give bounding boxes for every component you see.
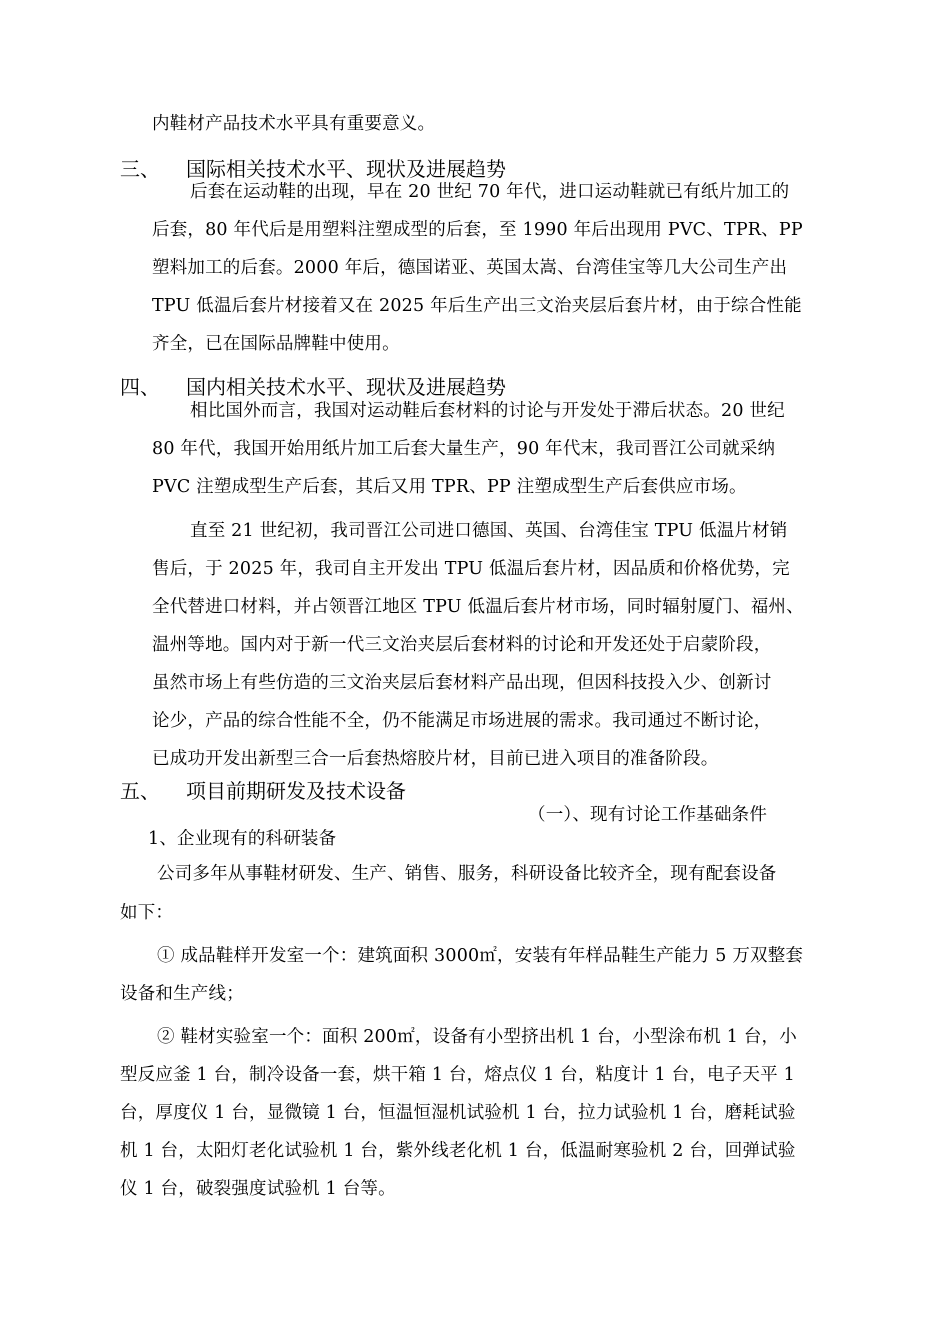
paragraph-line: 公司多年从事鞋材研发、生产、销售、服务，科研设备比较齐全，现有配套设备 — [157, 864, 777, 884]
paragraph-line: 论少，产品的综合性能不全，仍不能满足市场进展的需求。我司通过不断讨论， — [152, 711, 772, 731]
paragraph-line: 齐全，已在国际品牌鞋中使用。 — [152, 334, 400, 354]
paragraph-line: 塑料加工的后套。2000 年后，德国诺亚、英国太嵩、台湾佳宝等几大公司生产出 — [152, 258, 788, 278]
paragraph-line: 后套在运动鞋的出现，早在 20 世纪 70 年代，进口运动鞋就已有纸片加工的 — [190, 182, 790, 202]
paragraph-line: 虽然市场上有些仿造的三文治夹层后套材料产品出现，但因科技投入少、创新讨 — [152, 673, 772, 693]
paragraph-line: 如下： — [120, 903, 174, 923]
paragraph-line: 相比国外而言，我国对运动鞋后套材料的讨论与开发处于滞后状态。20 世纪 — [190, 401, 785, 421]
list-item-line: ① 成品鞋样开发室一个：建筑面积 3000㎡，安装有年样品鞋生产能力 5 万双整套 — [157, 946, 804, 966]
list-item-line: 机 1 台，太阳灯老化试验机 1 台，紫外线老化机 1 台，低温耐寒验机 2 台，回弹试验 — [120, 1141, 796, 1161]
paragraph-line: 售后，于 2025 年，我司自主开发出 TPU 低温后套片材，因品质和价格优势，完 — [152, 559, 790, 579]
list-item-line: ② 鞋材实验室一个：面积 200㎡，设备有小型挤出机 1 台，小型涂布机 1 台，小 — [157, 1027, 797, 1047]
section-number: 五、 — [120, 779, 160, 803]
section-title: 国际相关技术水平、现状及进展趋势 — [186, 157, 506, 181]
section-number: 四、 — [120, 375, 160, 399]
paragraph-line: TPU 低温后套片材接着又在 2025 年后生产出三文治夹层后套片材，由于综合性能 — [152, 296, 802, 316]
section-title: 项目前期研发及技术设备 — [186, 779, 406, 803]
section-heading — [120, 374, 620, 400]
section-heading — [120, 778, 620, 804]
list-item-line: 仪 1 台，破裂强度试验机 1 台等。 — [120, 1179, 396, 1199]
section-title: 国内相关技术水平、现状及进展趋势 — [186, 375, 506, 399]
paragraph-line: 后套，80 年代后是用塑料注塑成型的后套，至 1990 年后出现用 PVC、TPR、PP — [152, 220, 803, 240]
list-item-line: 设备和生产线； — [120, 984, 244, 1004]
section-number: 三、 — [120, 157, 160, 181]
list-item-line: 台，厚度仪 1 台，显微镜 1 台，恒温恒湿机试验机 1 台，拉力试验机 1 台，磨耗试验 — [120, 1103, 796, 1123]
list-item-line: 型反应釜 1 台，制冷设备一套，烘干箱 1 台，熔点仪 1 台，粘度计 1 台，电子天平 1 — [120, 1065, 795, 1085]
section-heading — [120, 156, 620, 182]
paragraph-line: 温州等地。国内对于新一代三文治夹层后套材料的讨论和开发还处于启蒙阶段， — [152, 635, 772, 655]
paragraph-line: 80 年代，我国开始用纸片加工后套大量生产，90 年代末，我司晋江公司就采纳 — [152, 439, 776, 459]
paragraph-line: PVC 注塑成型生产后套，其后又用 TPR、PP 注塑成型生产后套供应市场。 — [152, 477, 747, 497]
paragraph-line: 全代替进口材料，并占领晋江地区 TPU 低温后套片材市场，同时辐射厦门、福州、 — [152, 597, 804, 617]
item-title: 1、企业现有的科研装备 — [148, 829, 337, 849]
paragraph-line: 直至 21 世纪初，我司晋江公司进口德国、英国、台湾佳宝 TPU 低温片材销 — [190, 521, 788, 541]
subsection-heading: （一）、现有讨论工作基础条件 — [528, 805, 768, 825]
paragraph-line: 已成功开发出新型三合一后套热熔胶片材，目前已进入项目的准备阶段。 — [152, 749, 719, 769]
intro-line: 内鞋材产品技术水平具有重要意义。 — [152, 114, 436, 134]
